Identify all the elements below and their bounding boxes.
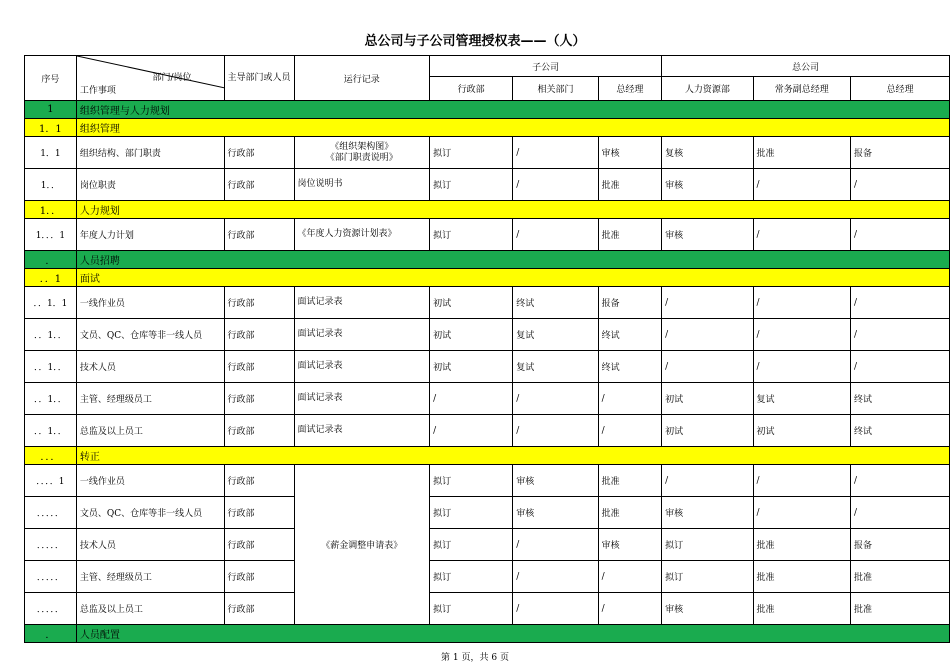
row-evp-value: / bbox=[753, 169, 850, 201]
row-seq: 1．1 bbox=[25, 137, 77, 169]
table-row bbox=[25, 137, 950, 169]
row-hr-value: / bbox=[662, 287, 753, 319]
row-sub-gm-value: 批准 bbox=[598, 497, 662, 529]
table-row bbox=[25, 465, 950, 497]
row-related-value: / bbox=[513, 137, 598, 169]
row-item: 一线作业员 bbox=[76, 287, 224, 319]
row-seq: ． bbox=[25, 625, 77, 643]
row-item: 主管、经理级员工 bbox=[76, 383, 224, 415]
row-section-title: 组织管理与人力规划 bbox=[76, 101, 949, 119]
row-hr-value: 拟订 bbox=[662, 561, 753, 593]
row-admin-value: 拟订 bbox=[430, 497, 513, 529]
row-sub-gm-value: 终试 bbox=[598, 319, 662, 351]
row-hr-value: 审核 bbox=[662, 497, 753, 529]
row-seq: ．．1．． bbox=[25, 319, 77, 351]
row-admin-value: 拟订 bbox=[430, 561, 513, 593]
row-hq-gm-value: / bbox=[850, 351, 949, 383]
row-admin-value: 拟订 bbox=[430, 529, 513, 561]
row-related-value: / bbox=[513, 415, 598, 447]
row-seq: 1．1 bbox=[25, 119, 77, 137]
row-lead-dept: 行政部 bbox=[224, 287, 294, 319]
row-admin-value: 初试 bbox=[430, 319, 513, 351]
row-sub-gm-value: 批准 bbox=[598, 169, 662, 201]
row-hr-value: 审核 bbox=[662, 169, 753, 201]
row-lead-dept: 行政部 bbox=[224, 351, 294, 383]
row-sub-gm-value: 批准 bbox=[598, 465, 662, 497]
row-item: 总监及以上员工 bbox=[76, 415, 224, 447]
header-dept-post: 部门/岗位 bbox=[152, 73, 192, 83]
row-section-title: 面试 bbox=[76, 269, 949, 287]
row-seq: ．．．．． bbox=[25, 497, 77, 529]
row-hq-gm-value: / bbox=[850, 319, 949, 351]
sheet-title: 总公司与子公司管理授权表——（人） bbox=[364, 34, 586, 49]
row-seq: ．．1 bbox=[25, 269, 77, 287]
table-row bbox=[25, 415, 950, 447]
row-evp-value: 复试 bbox=[753, 383, 850, 415]
row-sub-gm-value: 批准 bbox=[598, 219, 662, 251]
row-item: 文员、QC、仓库等非一线人员 bbox=[76, 497, 224, 529]
header-diagonal-cell bbox=[76, 56, 224, 101]
header-col-hq-gm: 总经理 bbox=[850, 77, 949, 101]
row-record: 岗位说明书 bbox=[294, 169, 430, 201]
row-admin-value: / bbox=[430, 415, 513, 447]
row-record: 面试记录表 bbox=[294, 383, 430, 415]
row-section-title: 人力规划 bbox=[76, 201, 949, 219]
row-hr-value: 审核 bbox=[662, 593, 753, 625]
row-related-value: 终试 bbox=[513, 287, 598, 319]
section-row bbox=[25, 251, 950, 269]
table-row bbox=[25, 593, 950, 625]
row-record: 面试记录表 bbox=[294, 287, 430, 319]
header-record: 运行记录 bbox=[294, 56, 430, 101]
table-row bbox=[25, 219, 950, 251]
row-section-title: 转正 bbox=[76, 447, 949, 465]
row-hq-gm-value: 终试 bbox=[850, 415, 949, 447]
header-col-hr: 人力资源部 bbox=[662, 77, 753, 101]
row-related-value: / bbox=[513, 529, 598, 561]
subsection-row bbox=[25, 119, 950, 137]
row-section-title: 人员招聘 bbox=[76, 251, 949, 269]
row-evp-value: 批准 bbox=[753, 529, 850, 561]
row-item: 主管、经理级员工 bbox=[76, 561, 224, 593]
header-head-company: 总公司 bbox=[662, 56, 950, 77]
row-seq: ．．．．． bbox=[25, 529, 77, 561]
header-col-admin: 行政部 bbox=[430, 77, 513, 101]
header-col-evp: 常务副总经理 bbox=[753, 77, 850, 101]
row-sub-gm-value: 终试 bbox=[598, 351, 662, 383]
row-lead-dept: 行政部 bbox=[224, 465, 294, 497]
row-item: 一线作业员 bbox=[76, 465, 224, 497]
row-hr-value: / bbox=[662, 319, 753, 351]
section-row bbox=[25, 625, 950, 643]
row-item: 组织结构、部门职责 bbox=[76, 137, 224, 169]
row-admin-value: 初试 bbox=[430, 351, 513, 383]
row-related-value: 复试 bbox=[513, 351, 598, 383]
table-row bbox=[25, 319, 950, 351]
row-sub-gm-value: 报备 bbox=[598, 287, 662, 319]
row-lead-dept: 行政部 bbox=[224, 383, 294, 415]
row-sub-gm-value: 审核 bbox=[598, 137, 662, 169]
row-seq: ．．1．1 bbox=[25, 287, 77, 319]
row-seq: 1 bbox=[25, 101, 77, 119]
header-seq: 序号 bbox=[25, 56, 77, 101]
section-row bbox=[25, 101, 950, 119]
row-hr-value: 审核 bbox=[662, 219, 753, 251]
row-hq-gm-value: 终试 bbox=[850, 383, 949, 415]
header-col-sub-gm: 总经理 bbox=[598, 77, 662, 101]
row-hr-value: / bbox=[662, 351, 753, 383]
row-seq: ．．1．． bbox=[25, 383, 77, 415]
row-admin-value: / bbox=[430, 383, 513, 415]
row-section-title: 人员配置 bbox=[76, 625, 949, 643]
row-seq: 1．． bbox=[25, 201, 77, 219]
table-row bbox=[25, 169, 950, 201]
row-sub-gm-value: / bbox=[598, 383, 662, 415]
table-row bbox=[25, 351, 950, 383]
row-lead-dept: 行政部 bbox=[224, 169, 294, 201]
row-lead-dept: 行政部 bbox=[224, 415, 294, 447]
row-evp-value: 批准 bbox=[753, 137, 850, 169]
row-lead-dept: 行政部 bbox=[224, 561, 294, 593]
row-seq: ．．． bbox=[25, 447, 77, 465]
row-hr-value: / bbox=[662, 465, 753, 497]
row-lead-dept: 行政部 bbox=[224, 219, 294, 251]
row-seq: 1．．．1 bbox=[25, 219, 77, 251]
row-related-value: 复试 bbox=[513, 319, 598, 351]
row-seq: ．．1．． bbox=[25, 351, 77, 383]
header-col-related: 相关部门 bbox=[513, 77, 598, 101]
row-evp-value: 批准 bbox=[753, 561, 850, 593]
row-hq-gm-value: 批准 bbox=[850, 561, 949, 593]
row-item: 总监及以上员工 bbox=[76, 593, 224, 625]
row-section-title: 组织管理 bbox=[76, 119, 949, 137]
row-record: 面试记录表 bbox=[294, 351, 430, 383]
row-related-value: 审核 bbox=[513, 465, 598, 497]
row-evp-value: / bbox=[753, 497, 850, 529]
row-admin-value: 拟订 bbox=[430, 219, 513, 251]
row-evp-value: 批准 bbox=[753, 593, 850, 625]
row-evp-value: / bbox=[753, 319, 850, 351]
row-sub-gm-value: 审核 bbox=[598, 529, 662, 561]
row-related-value: / bbox=[513, 169, 598, 201]
subsection-row bbox=[25, 269, 950, 287]
table-row bbox=[25, 529, 950, 561]
row-hq-gm-value: 报备 bbox=[850, 529, 949, 561]
row-related-value: / bbox=[513, 383, 598, 415]
row-evp-value: 初试 bbox=[753, 415, 850, 447]
row-lead-dept: 行政部 bbox=[224, 497, 294, 529]
row-hq-gm-value: 批准 bbox=[850, 593, 949, 625]
table-row bbox=[25, 497, 950, 529]
row-seq: ．．．．． bbox=[25, 593, 77, 625]
header-lead-dept: 主导部门或人员 bbox=[224, 56, 294, 101]
row-evp-value: / bbox=[753, 219, 850, 251]
row-item: 岗位职责 bbox=[76, 169, 224, 201]
row-evp-value: / bbox=[753, 351, 850, 383]
row-hr-value: 初试 bbox=[662, 415, 753, 447]
row-seq: ．．1．． bbox=[25, 415, 77, 447]
subsection-row bbox=[25, 447, 950, 465]
row-admin-value: 拟订 bbox=[430, 137, 513, 169]
row-lead-dept: 行政部 bbox=[224, 593, 294, 625]
row-hq-gm-value: 报备 bbox=[850, 137, 949, 169]
row-hq-gm-value: / bbox=[850, 169, 949, 201]
row-lead-dept: 行政部 bbox=[224, 529, 294, 561]
row-related-value: / bbox=[513, 593, 598, 625]
row-record: 面试记录表 bbox=[294, 319, 430, 351]
row-sub-gm-value: / bbox=[598, 561, 662, 593]
row-sub-gm-value: / bbox=[598, 593, 662, 625]
row-evp-value: / bbox=[753, 287, 850, 319]
row-record: 《组织架构图》 《部门职责说明》 bbox=[294, 137, 430, 169]
row-item: 技术人员 bbox=[76, 529, 224, 561]
row-item: 年度人力计划 bbox=[76, 219, 224, 251]
table-row bbox=[25, 287, 950, 319]
row-hq-gm-value: / bbox=[850, 219, 949, 251]
row-record: 《年度人力资源计划表》 bbox=[294, 219, 430, 251]
row-related-value: 审核 bbox=[513, 497, 598, 529]
table-row bbox=[25, 383, 950, 415]
row-evp-value: / bbox=[753, 465, 850, 497]
table-row bbox=[25, 561, 950, 593]
row-hq-gm-value: / bbox=[850, 287, 949, 319]
row-lead-dept: 行政部 bbox=[224, 319, 294, 351]
row-seq: ．．．．． bbox=[25, 561, 77, 593]
row-record: 《薪金调整申请表》 bbox=[294, 465, 430, 625]
row-admin-value: 拟订 bbox=[430, 465, 513, 497]
row-item: 文员、QC、仓库等非一线人员 bbox=[76, 319, 224, 351]
row-seq: ．．．．1 bbox=[25, 465, 77, 497]
header-work-item: 工作事项 bbox=[79, 86, 116, 96]
row-related-value: / bbox=[513, 561, 598, 593]
row-item: 技术人员 bbox=[76, 351, 224, 383]
row-admin-value: 拟订 bbox=[430, 593, 513, 625]
row-hq-gm-value: / bbox=[850, 497, 949, 529]
row-seq: 1．． bbox=[25, 169, 77, 201]
row-admin-value: 拟订 bbox=[430, 169, 513, 201]
row-hr-value: 拟订 bbox=[662, 529, 753, 561]
row-hr-value: 初试 bbox=[662, 383, 753, 415]
subsection-row bbox=[25, 201, 950, 219]
row-lead-dept: 行政部 bbox=[224, 137, 294, 169]
row-sub-gm-value: / bbox=[598, 415, 662, 447]
header-sub-company: 子公司 bbox=[430, 56, 662, 77]
page-footer: 第 1 页，共 6 页 bbox=[441, 653, 509, 663]
row-record: 面试记录表 bbox=[294, 415, 430, 447]
row-seq: ． bbox=[25, 251, 77, 269]
row-related-value: / bbox=[513, 219, 598, 251]
authorization-table bbox=[24, 55, 950, 643]
row-hq-gm-value: / bbox=[850, 465, 949, 497]
row-hr-value: 复核 bbox=[662, 137, 753, 169]
row-admin-value: 初试 bbox=[430, 287, 513, 319]
